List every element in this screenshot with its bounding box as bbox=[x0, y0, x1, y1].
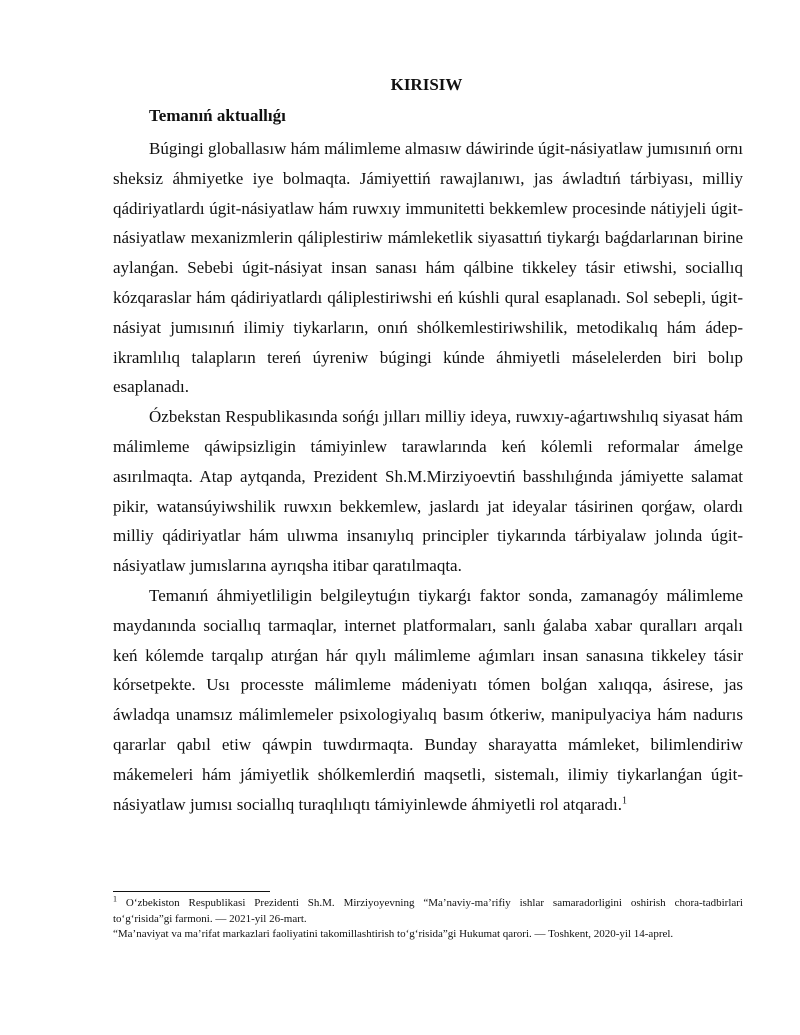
section-heading: Temanıń aktuallıǵı bbox=[149, 106, 286, 125]
paragraph-3 bbox=[113, 581, 743, 819]
footnote-1-marker: 1 bbox=[113, 894, 117, 904]
footnotes bbox=[113, 896, 743, 943]
footnote-separator bbox=[113, 891, 270, 892]
footnote-reference[interactable]: 1 bbox=[621, 794, 627, 806]
document-title: KIRISIW bbox=[390, 75, 463, 94]
footnote-1 bbox=[113, 896, 743, 927]
paragraph-2: Ózbekstan Respublikasında sońǵı jılları milliy ideya, ruwxıy-aǵartıwshılıq siyasat hám málimleme qáwipsizligin támiyinlew tarawlarında keń kólemli reformalar ámelge asırılmaqta. Atap aytqanda, Prezident Sh.M.Mirziyoevtiń basshılıǵında jámiyette salamat pikir, watansúyiwshilik ruwxın bekkemlew, jaslardı jat ideyalar tásirinen qorǵaw, olardı milliy qádiriyatlar hám ulıwma insanıylıq principler tiykarında tárbiyalaw jolında úgit-násiyatlaw jumıslarına ayrıqsha itibar qaratılmaqta. bbox=[113, 407, 743, 576]
paragraph-3-text: Temanıń áhmiyetliligin belgileytuǵın tiykarǵı faktor sonda, zamanagóy málimleme maydanında sociallıq tarmaqlar, internet platformaları, sanlı ǵalaba xabar quralları arqalı keń kólemde tarqalıp atırǵan hár qıylı málimleme aǵımları insan sanasına tikkeley tásir kórsetpekte. Usı processte málimleme mádeniyatı tómen bolǵan xalıqqa, ásirese, jas áwladqa unamsız málimlemeler psixologiyalıq basım ótkeriw, manipulyaciya hám nadurıs qararlar qabıl etiw qáwpin tuwdırmaqta. Bunday sharayatta mámleket, bilimlendiriw mákemeleri hám jámiyetlik shólkemlerdiń maqsetli, sistemalı, ilimiy tiykarlanǵan úgit-násiyatlaw jumısı sociallıq turaqlılıqtı támiyinlewde áhmiyetli rol atqaradı. bbox=[113, 585, 743, 814]
paragraph-1: Búgingi globallasıw hám málimleme almasıw dáwirinde úgit-násiyatlaw jumısınıń ornı sheksiz áhmiyetke iye bolmaqta. Jámiyettiń rawajlanıwı, jas áwladtıń tárbiyası, milliy qádiriyatlardı úgit-násiyatlaw hám ruwxıy immunitetti bekkemlew procesinde nátiyjeli úgit-násiyatlaw mexanizmlerin qáliplestiriw mámleketlik siyasattıń tiykarǵı baǵdarlarınan birine aylanǵan. Sebebi úgit-násiyat insan sanası hám qálbine tikkeley tásir etiwshi, sociallıq kózqaraslar hám qádiriyatlardı qáliplestiriwshi eń kúshli qural esaplanadı. Sol sebepli, úgit-násiyat jumısınıń ilimiy tiykarların, onıń shólkemlestiriwshilik, metodikalıq hám ádep-ikramlılıq talapların tereń úyreniw búgingi kúnde áhmiyetli máselelerden biri bolıp esaplanadı. bbox=[113, 139, 743, 397]
footnote-1-text: O‘zbekiston Respublikasi Prezidenti Sh.M. Mirziyoyevning “Ma’naviy-ma’rifiy ishlar samaradorligini oshirish chora-tadbirlari to‘g‘risida”gi farmoni. — 2021-yil 26-mart. bbox=[113, 897, 743, 925]
footnote-2: “Ma’naviyat va ma’rifat markazlari faoliyatini takomillashtirish to‘g‘risida”gi Hukumat qarori. — Toshkent, 2020-yil 14-aprel. bbox=[113, 928, 674, 940]
body-text bbox=[113, 134, 743, 819]
